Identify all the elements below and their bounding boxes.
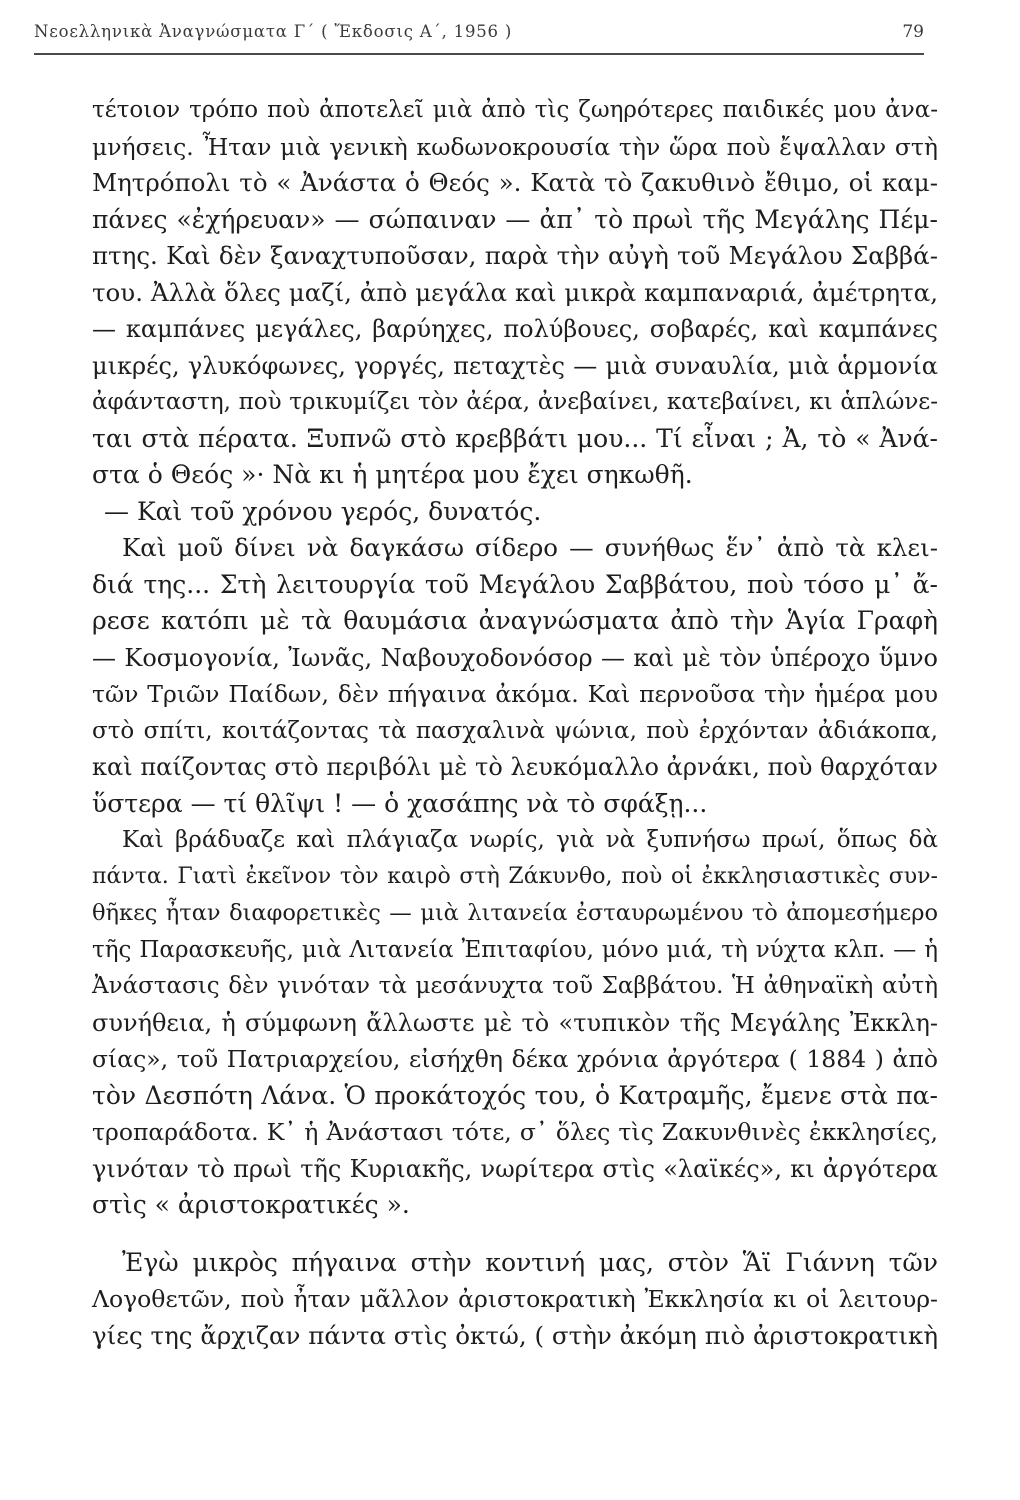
- running-title: Νεοελληνικὰ Ἀναγνώσματα Γ´ ( Ἔκδοσις Α´, 1956 ): [34, 22, 513, 41]
- text-line: τέτοιον τρόπο ποὺ ἀποτελεῖ μιὰ ἀπὸ τὶς ζωηρότερες παιδικές μου ἀνα-: [92, 97, 938, 123]
- text-line: μνήσεις. Ἦταν μιὰ γενικὴ κωδωνοκρουσία τὴν ὥρα ποὺ ἔψαλλαν στὴ: [92, 132, 938, 161]
- paragraph-start-line: Ἐγὼ μικρὸς πήγαινα στὴν κοντινή μας, στὸν Ἅϊ Γιάννη τῶν: [122, 1247, 938, 1277]
- text-line: διά της... Στὴ λειτουργία τοῦ Μεγάλου Σαββάτου, ποὺ τόσο μ᾿ ἄ-: [92, 569, 938, 599]
- text-line: Μητρόπολι τὸ « Ἀνάστα ὁ Θεός ». Κατὰ τὸ ζακυθινὸ ἔθιμο, οἱ καμ-: [92, 168, 938, 197]
- text-line: μικρές, γλυκόφωνες, γοργές, πεταχτὲς — μιὰ συναυλία, μιὰ ἁρμονία: [92, 351, 938, 380]
- running-head: [34, 20, 924, 50]
- paragraph-gap: [92, 1224, 938, 1245]
- text-line: ται στὰ πέρατα. Ξυπνῶ στὸ κρεββάτι μου... Τί εἶναι ; Ἀ, τὸ « Ἀνά-: [92, 423, 938, 453]
- page-number: 79: [902, 22, 924, 42]
- text-line: θῆκες ἦταν διαφορετικὲς — μιὰ λιτανεία ἐσταυρωμένου τὸ ἀπομεσήμερο: [92, 900, 938, 926]
- body-text: [92, 92, 938, 1354]
- text-line: τροπαράδοτα. Κ᾿ ἡ Ἀνάστασι τότε, σ᾿ ὅλες τὶς Ζακυνθινὲς ἐκκλησίες,: [92, 1118, 938, 1146]
- text-line: ἀφάνταστη, ποὺ τρικυμίζει τὸν ἀέρα, ἀνεβαίνει, κατεβαίνει, κι ἁπλώνε-: [92, 389, 938, 415]
- text-line: στὸ σπίτι, κοιτάζοντας τὰ πασχαλινὰ ψώνια, ποὺ ἐρχόνταν ἀδιάκοπα,: [92, 717, 938, 744]
- dialogue-line: — Καὶ τοῦ χρόνου γερός, δυνατός.: [104, 496, 542, 526]
- text-line: στὶς « ἀριστοκρατικές ».: [92, 1190, 410, 1219]
- text-line: γίες της ἄρχιζαν πάντα στὶς ὀκτώ, ( στὴν ἀκόμη πιὸ ἀριστοκρατικὴ: [92, 1320, 938, 1350]
- text-line: συνήθεια, ἡ σύμφωνη ἄλλωστε μὲ τὸ «τυπικὸν τῆς Μεγάλης Ἐκκλη-: [92, 1008, 938, 1037]
- text-line: στα ὁ Θεός »· Νὰ κι ἡ μητέρα μου ἔχει σηκωθῆ.: [92, 460, 693, 489]
- header-rule: [34, 53, 924, 55]
- text-line: σίας», τοῦ Πατριαρχείου, εἰσήχθη δέκα χρόνια ἀργότερα ( 1884 ) ἀπὸ: [92, 1045, 938, 1073]
- text-line: τὸν Δεσπότη Λάνα. Ὁ προκάτοχός του, ὁ Κατραμῆς, ἔμενε στὰ πα-: [92, 1080, 938, 1110]
- text-line: — καμπάνες μεγάλες, βαρύηχες, πολύβουες, σοβαρές, καὶ καμπάνες: [92, 315, 938, 343]
- text-line: του. Ἀλλὰ ὅλες μαζί, ἀπὸ μεγάλα καὶ μικρὰ καμπαναριά, ἀμέτρητα,: [92, 277, 938, 307]
- text-line: τῶν Τριῶν Παίδων, δὲν πήγαινα ἀκόμα. Καὶ περνοῦσα τὴν ἡμέρα μου: [92, 680, 938, 708]
- text-line: — Κοσμογονία, Ἰωνᾶς, Ναβουχοδονόσορ — καὶ μὲ τὸν ὑπέροχο ὕμνο: [92, 643, 938, 672]
- text-line: πάντα. Γιατὶ ἐκεῖνον τὸν καιρὸ στὴ Ζάκυνθο, ποὺ οἱ ἐκκλησιαστικὲς συν-: [92, 863, 938, 889]
- text-line: πτης. Καὶ δὲν ξαναχτυποῦσαν, παρὰ τὴν αὐγὴ τοῦ Μεγάλου Σαββά-: [92, 241, 938, 270]
- paragraph-start-line: Καὶ μοῦ δίνει νὰ δαγκάσω σίδερο — συνήθως ἕν᾿ ἀπὸ τὰ κλει-: [122, 533, 938, 562]
- text-line: Ἀνάστασις δὲν γινόταν τὰ μεσάνυχτα τοῦ Σαββάτου. Ἡ ἀθηναϊκὴ αὐτὴ: [92, 973, 938, 999]
- text-line: καὶ παίζοντας στὸ περιβόλι μὲ τὸ λευκόμαλλο ἀρνάκι, ποὺ θαρχόταν: [92, 753, 938, 781]
- text-line: ὕστερα — τί θλῖψι ! — ὁ χασάπης νὰ τὸ σφάξῃ...: [92, 788, 708, 818]
- text-line: τῆς Παρασκευῆς, μιὰ Λιτανεία Ἐπιταφίου, μόνο μιά, τὴ νύχτα κλπ. — ἡ: [92, 936, 938, 963]
- paragraph-start-line: Καὶ βράδυαζε καὶ πλάγιαζα νωρίς, γιὰ νὰ ξυπνήσω πρωί, ὅπως δὰ: [122, 827, 938, 853]
- text-line: ρεσε κατόπι μὲ τὰ θαυμάσια ἀναγνώσματα ἀπὸ τὴν Ἁγία Γραφὴ: [92, 606, 938, 635]
- text-line: Λογοθετῶν, ποὺ ἦταν μᾶλλον ἀριστοκρατικὴ Ἐκκλησία κι οἱ λειτουρ-: [92, 1285, 938, 1313]
- text-line: γινόταν τὸ πρωὶ τῆς Κυριακῆς, νωρίτερα στὶς «λαϊκές», κι ἀργότερα: [92, 1154, 938, 1183]
- text-line: πάνες «ἐχήρευαν» — σώπαιναν — ἀπ᾿ τὸ πρωὶ τῆς Μεγάλης Πέμ-: [92, 204, 938, 234]
